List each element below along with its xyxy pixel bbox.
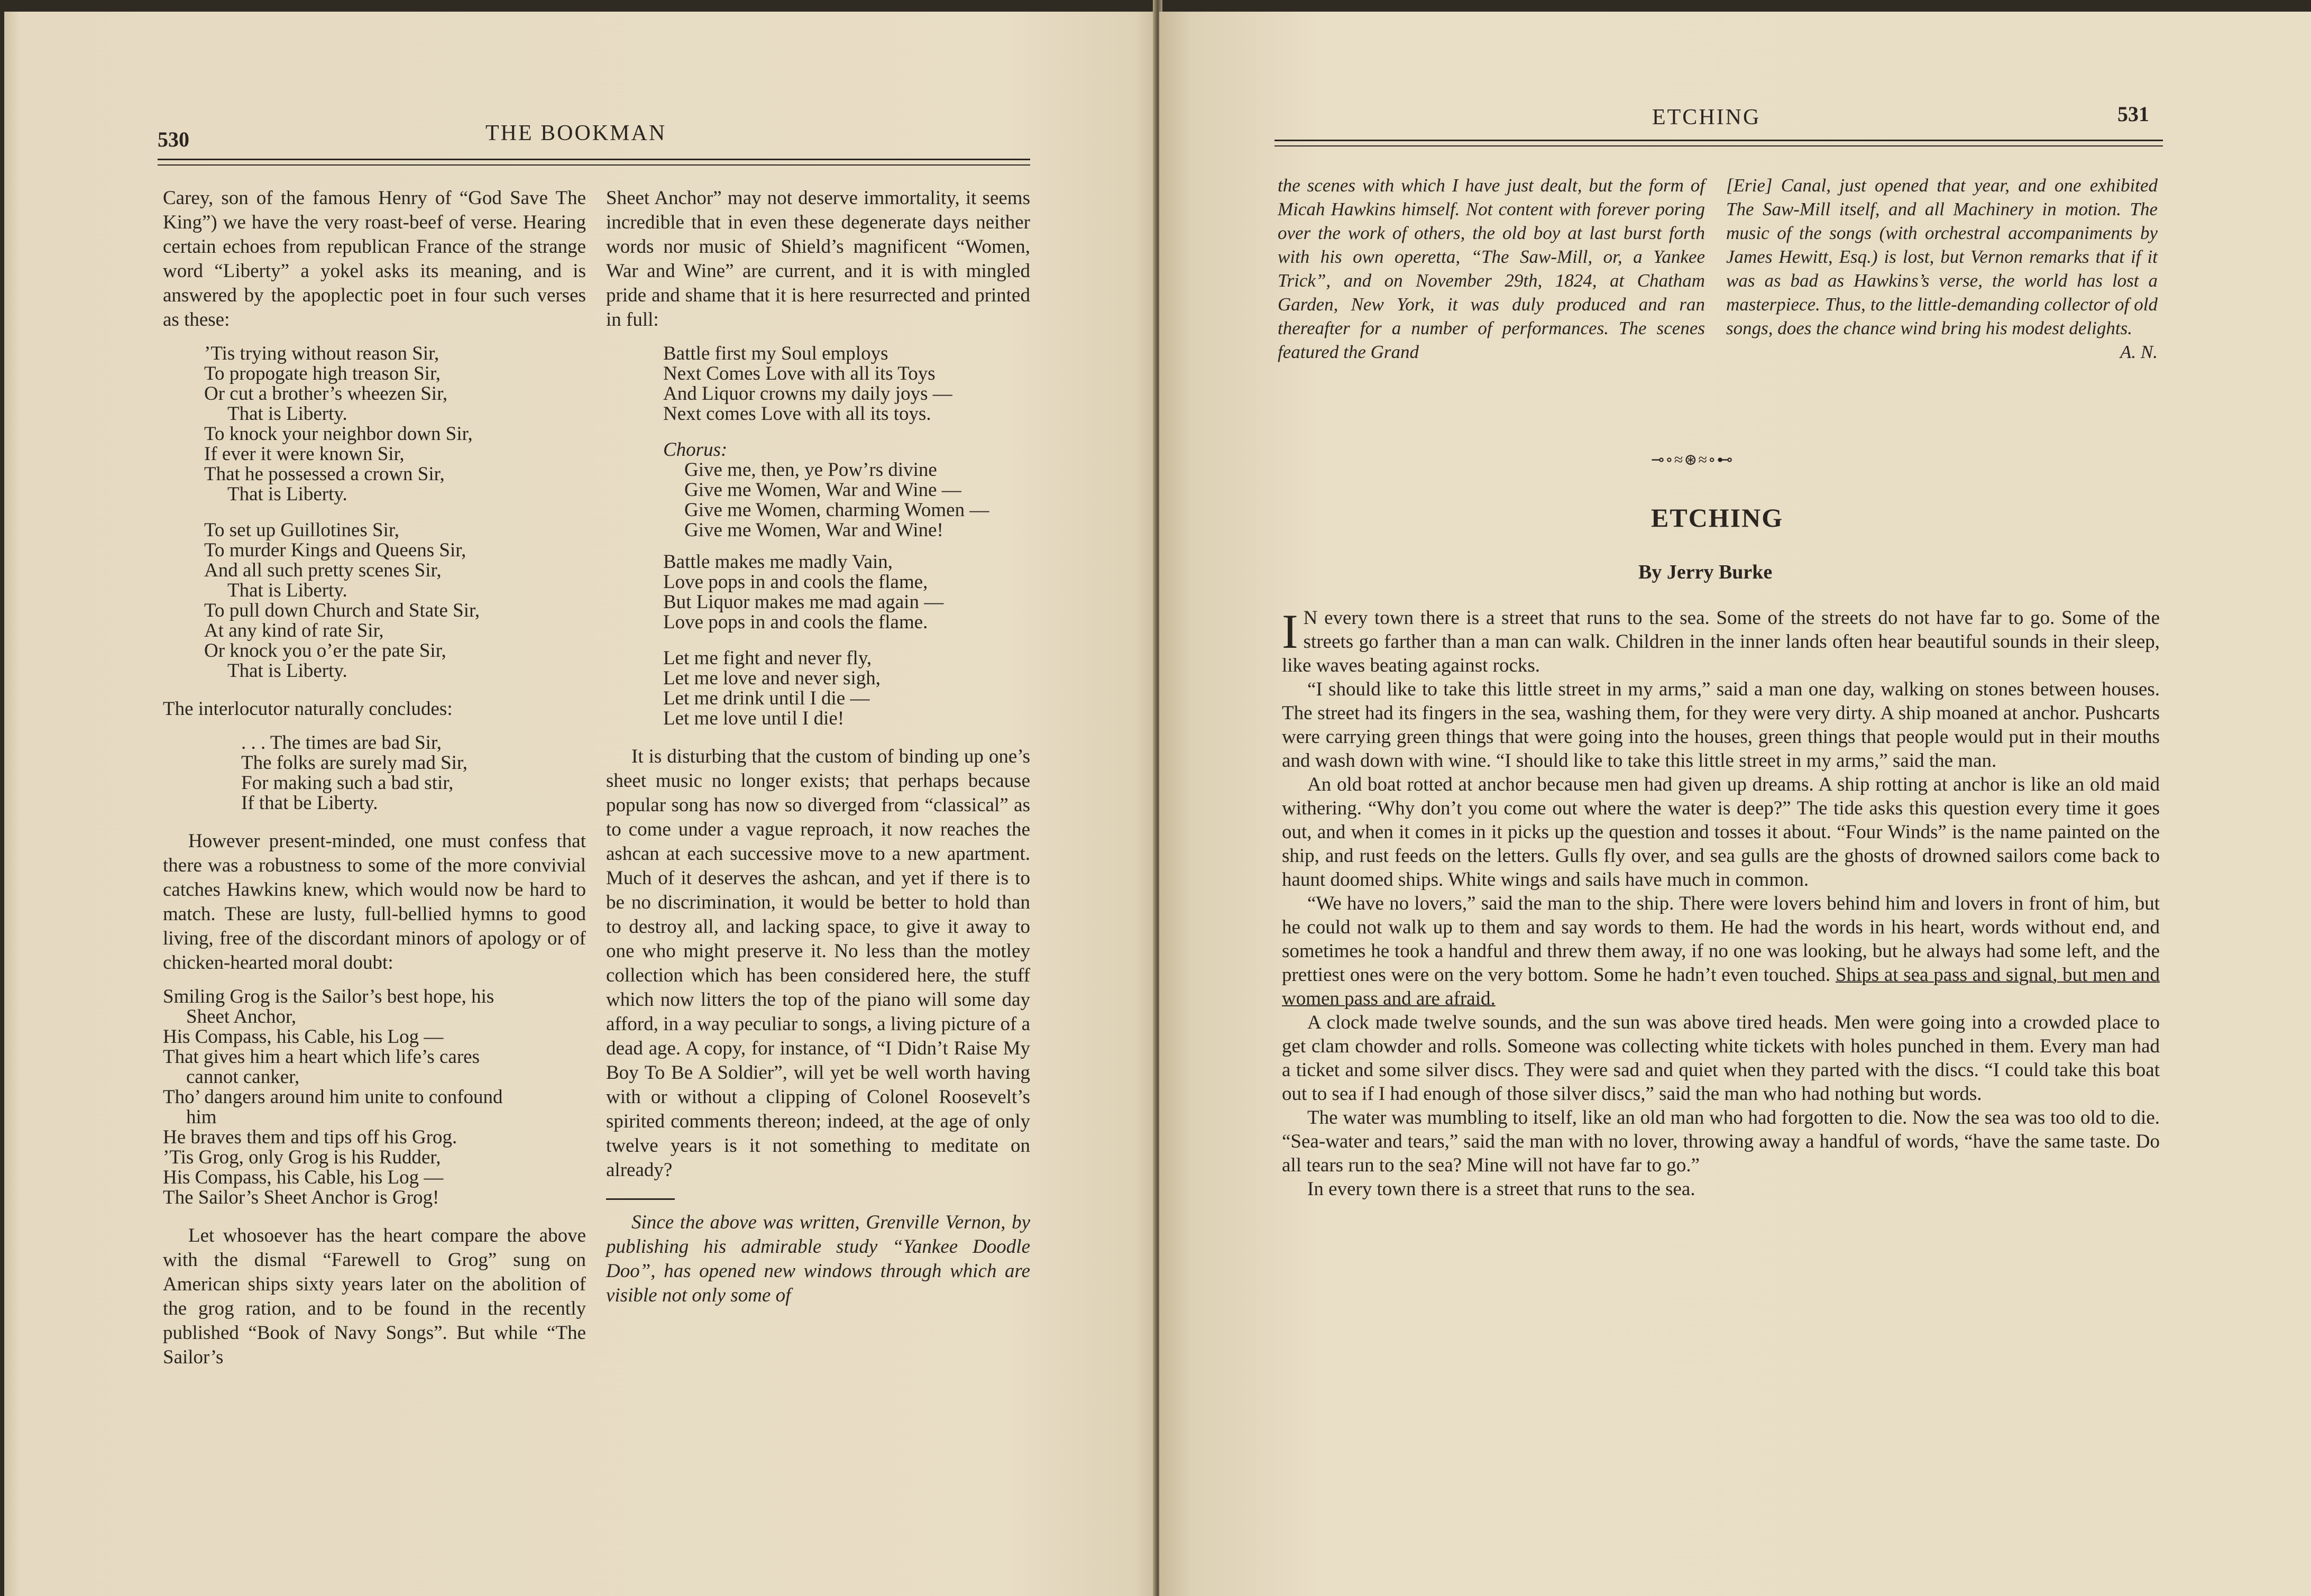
verse-line: Give me Women, charming Women —	[684, 499, 989, 521]
verse-line: Let me fight and never fly,	[663, 647, 872, 669]
ornament-divider: ⊸∘≈⊛≈∘⊷	[1651, 451, 1734, 469]
verse-line: Let me love until I die!	[663, 708, 845, 729]
right-column	[606, 186, 1030, 1308]
verse-line: For making such a bad stir,	[241, 772, 454, 794]
paragraph: Let whosoever has the heart compare the above with the dismal “Farewell to Grog” sung on American ships sixty years later on the abolition of the grog ration, and to be found in the recently published “Book of Navy Songs”. But while “The Sailor’s	[163, 1225, 586, 1368]
left-page	[4, 12, 1156, 1596]
story-body	[1282, 606, 2160, 1201]
verse-line: Love pops in and cools the flame,	[663, 571, 928, 593]
verse-line: And all such pretty scenes Sir,	[204, 559, 442, 581]
verse-line: To set up Guillotines Sir,	[204, 519, 400, 541]
verse-line: Let me drink until I die —	[663, 687, 870, 709]
verse-line: Give me, then, ye Pow’rs divine	[684, 459, 937, 481]
verse	[241, 733, 586, 813]
note-text: [Erie] Canal, just opened that year, and one exhibited The Saw-Mill itself, and all Machinery in motion. The music of the songs (with orchestral accompaniments by James Hewitt, Esq.) is lost, but Vernon remarks that if it was as bad as Hawkins’s verse, the world has lost a masterpiece. Thus, to the little-demanding collector of old songs, does the chance wind bring his modest delights.	[1726, 175, 2158, 338]
verse-line: Next comes Love with all its toys.	[663, 403, 931, 425]
verse-line: At any kind of rate Sir,	[204, 620, 384, 641]
verse-line: Or cut a brother’s wheezen Sir,	[204, 383, 448, 405]
page-number: 531	[2117, 102, 2149, 126]
note-column-2	[1726, 173, 2158, 364]
paragraph: Sheet Anchor” may not deserve immortality, it seems incredible that in even these degenerate days neither words nor music of Shield’s magnificent “Women, War and Wine” are current, and it is with mingled pride and shame that it is here resurrected and printed in full:	[606, 187, 1030, 331]
story-title: ETCHING	[1651, 503, 1784, 533]
drop-cap: I	[1282, 604, 1298, 658]
paragraph: The interlocutor naturally concludes:	[163, 698, 453, 720]
verse-line: That is Liberty.	[227, 403, 347, 425]
verse-line: To propogate high treason Sir,	[204, 363, 441, 384]
note-column-1: the scenes with which I have just dealt, but the form of Micah Hawkins himself. Not content with forever poring over the work of others, the old boy at last burst forth with his own operetta, “The Saw-Mill, or, a Yankee Trick”, and on November 29th, 1824, at Chatham Garden, New York, it was duly produced and ran thereafter for a number of performances. The scenes featured the Grand	[1278, 175, 1705, 362]
note-paragraph: Since the above was written, Grenville Vernon, by publishing his admirable study “Yankee Doodle Doo”, has opened new windows through which are visible not only some of	[606, 1212, 1030, 1306]
verse-line: But Liquor makes me mad again —	[663, 591, 944, 613]
verse	[663, 648, 1030, 729]
story-paragraph: I N every town there is a street that runs to the sea. Some of the streets do not have far to go. Some of the streets go farther than a man can walk. Children in the inner lands often hear beautiful sounds in their sleep, like waves beating against rocks.	[1282, 604, 2160, 676]
verse-line: That is Liberty.	[227, 580, 347, 601]
verse-line: That is Liberty.	[227, 483, 347, 505]
left-column	[163, 186, 586, 1370]
header-rule	[158, 159, 1030, 166]
verse-line: To pull down Church and State Sir,	[204, 600, 480, 621]
verse	[204, 344, 586, 505]
verse-line: His Compass, his Cable, his Log —	[163, 1026, 444, 1048]
note-signature: A. N.	[2120, 342, 2158, 362]
verse-line: Battle makes me madly Vain,	[663, 551, 893, 573]
verse	[204, 520, 586, 681]
verse-line: To knock your neighbor down Sir,	[204, 423, 473, 445]
footnote-rule	[606, 1198, 675, 1200]
verse-line: The folks are surely mad Sir,	[241, 752, 468, 774]
verse-line: If that be Liberty.	[241, 792, 378, 814]
running-head: THE BOOKMAN	[485, 121, 667, 145]
header-rule	[1274, 140, 2163, 146]
story-paragraph: An old boat rotted at anchor because men had given up dreams. A ship rotting at anchor is like an old maid withering. “Why don’t you come out where the water is deep?” The tide asks this question every time it goes out, and when it comes in it picks up the question and tosses it about. “Four Winds” is the name painted on the ship, and rust feeds on the letters. Gulls fly over, and sea gulls are the ghosts of drowned sailors come back to haunt doomed ships. White wings and sails have much in common.	[1282, 774, 2160, 891]
story-paragraph: The water was mumbling to itself, like an old man who had forgotten to die. Now the sea was too old to die. “Sea-water and tears,” said the man with no lover, throwing away a handful of words, “have the same taste. Do all tears run to the sea? Mine will not have far to go.”	[1282, 1107, 2160, 1176]
verse-line: Smiling Grog is the Sailor’s best hope, his	[163, 986, 494, 1007]
verse-line: Tho’ dangers around him unite to confound	[163, 1086, 503, 1108]
chorus	[663, 440, 1030, 540]
chorus-lines	[684, 460, 1030, 540]
running-head: ETCHING	[1652, 105, 1761, 130]
verse-line: To murder Kings and Queens Sir,	[204, 539, 466, 561]
verse-line: ’Tis trying without reason Sir,	[204, 343, 439, 364]
story-paragraph: “I should like to take this little street in my arms,” said a man one day, walking on stones between houses. The street had its fingers in the sea, washing them, for they were very dirty. A ship moaned at anchor. Pushcarts were carrying green things that were going into the houses, green things that people would put in their mouths and wash down with wine. “I should like to take this little street in my arms,” said the man.	[1282, 678, 2160, 772]
verse-line: him	[186, 1106, 217, 1128]
verse	[163, 987, 586, 1208]
verse-line: Sheet Anchor,	[186, 1006, 297, 1028]
byline: By Jerry Burke	[1638, 561, 1773, 583]
verse-line: Give me Women, War and Wine!	[684, 519, 943, 541]
verse-line: Battle first my Soul employs	[663, 343, 888, 364]
verse-line: That he possessed a crown Sir,	[204, 463, 445, 485]
verse-line: And Liquor crowns my daily joys —	[663, 383, 952, 405]
verse-line: The Sailor’s Sheet Anchor is Grog!	[163, 1187, 439, 1208]
verse-line: That is Liberty.	[227, 660, 347, 682]
page-number: 530	[158, 127, 189, 151]
verse-line: Give me Women, War and Wine —	[684, 479, 961, 501]
paragraph: However present-minded, one must confess that there was a robustness to some of the more convivial catches Hawkins knew, which would now be hard to match. These are lusty, full-bellied hymns to good living, free of the discordant minors of apology or of chicken-hearted moral doubt:	[163, 830, 586, 974]
verse-line: ’Tis Grog, only Grog is his Rudder,	[163, 1146, 441, 1168]
chorus-label: Chorus:	[663, 439, 728, 461]
underlined-sentence: Ships at sea pass and signal, but men and women pass and are afraid.	[1282, 964, 2160, 1010]
story-paragraph: In every town there is a street that runs to the sea.	[1307, 1178, 1695, 1200]
verse-line: Let me love and never sigh,	[663, 667, 881, 689]
story-paragraph: “We have no lovers,” said the man to the ship. There were lovers behind him and lovers in front of him, but he could not walk up to them and say words to them. He had the words in his heart, words without end, and sometimes he took a handful and threw them away, if no one was looking, but he always had some left, and the prettiest ones were on the very bottom. Some he hadn’t even touched. Ships at sea pass and signal, but men and women pass and are afraid.	[1282, 893, 2160, 1010]
verse-line: cannot canker,	[186, 1066, 300, 1088]
story-paragraph: A clock made twelve sounds, and the sun was above tired heads. Men were going into a crowded place to get clam chowder and rolls. Someone was collecting white tickets with holes punched in them. Every man had a ticket and some silver discs. They were sad and quiet when they parted with the discs. “I could take this boat out to sea if I had enough of those silver discs,” said the man who had nothing but words.	[1282, 1012, 2160, 1105]
paragraph: Carey, son of the famous Henry of “God Save The King”) we have the very roast-beef of verse. Hearing certain echoes from republican France of the strange word “Liberty” a yokel asks its meaning, and is answered by the apoplectic poet in four such verses as these:	[163, 187, 586, 331]
paragraph: It is disturbing that the custom of binding up one’s sheet music no longer exists; that perhaps because popular song has now so diverged from “classical” as to come under a vague reproach, it now reaches the ashcan at each successive move to a new apartment. Much of it deserves the ashcan, and yet if there is to be no discrimination, it would be better to hold than to destroy all, and lacking space, to give it away to one who might preserve it. No less than the motley collection which has been considered here, the stuff which now litters the top of the piano will some day afford, in a way peculiar to songs, a living picture of a dead age. A copy, for instance, of “I Didn’t Raise My Boy To Be A Soldier”, will yet be well worth having with or without a clipping of Colonel Roosevelt’s spirited comments thereon; indeed, at the age of only twelve years is it not something to meditate on already?	[606, 746, 1030, 1181]
verse-line: If ever it were known Sir,	[204, 443, 405, 465]
verse-line: His Compass, his Cable, his Log —	[163, 1167, 444, 1188]
verse-line: Or knock you o’er the pate Sir,	[204, 640, 446, 662]
verse-line: He braves them and tips off his Grog.	[163, 1126, 457, 1148]
right-page	[1159, 12, 2311, 1596]
verse	[663, 552, 1030, 632]
verse-line: Love pops in and cools the flame.	[663, 611, 928, 633]
verse-line: . . . The times are bad Sir,	[241, 732, 442, 754]
verse-line: Next Comes Love with all its Toys	[663, 363, 936, 384]
verse	[663, 344, 1030, 424]
verse-line: That gives him a heart which life’s cares	[163, 1046, 480, 1068]
